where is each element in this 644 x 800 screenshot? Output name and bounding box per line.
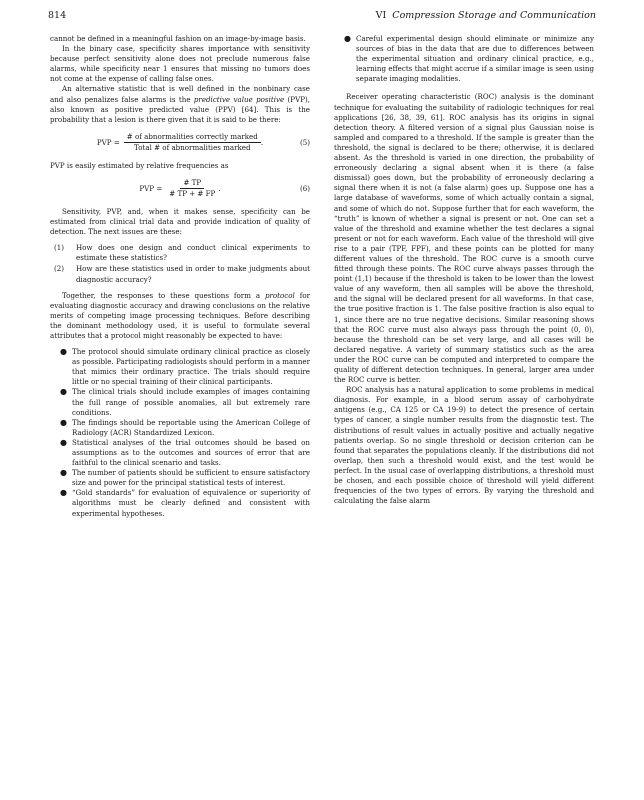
bullet-icon: ● [60,437,67,447]
equation-period: . [260,137,264,147]
term-emphasis: predictive value positive [193,94,285,104]
list-item [50,264,310,284]
paragraph: ROC analysis has a natural application to some problems in medical diagnosis. For example, in a blood serum assay of carbohydrate antigens (e.g., CA 125 or CA 19-9) to detect the presence of certain types of cancer, a single number results from the diagnostic test. The distributions of result values in actually positive and actually negative patients overlap. So no single threshold or decision criterion can be found that separates the populations cleanly. If the distributions did not overlap, then such a threshold would exist, and the test would be perfect. In the usual case of overlapping distributions, a threshold must be chosen, and each possible choice of threshold will yield different frequencies of the two types of errors. By varying the threshold and calculating the false alarm [334,385,594,506]
item-number: (1) [54,243,65,253]
equation-number: (6) [299,183,310,193]
bullet-icon: ● [60,417,67,427]
left-column [50,34,310,523]
item-text: The protocol should simulate ordinary clinical practice as closely as possible. Participating radiologists should perform in a manner that mimics their ordinary practice. The trials should require little or no special training of their clinical participants. [72,347,310,387]
bullet-icon: ● [60,488,67,498]
equation-6 [50,176,310,202]
item-text: “Gold standards” for evaluation of equivalence or superiority of algorithms must be clearly defined and consistent with experimental hypotheses. [72,488,310,518]
item-text: The findings should be reportable using the American College of Radiology (ACR) Standardized Lexicon. [72,417,310,437]
list-item [50,243,310,263]
paragraph: Receiver operating characteristic (ROC) analysis is the dominant technique for evaluating the suitability of radiologic techniques for real applications [26, 38, 39, 61]. ROC analysis has its origins in signal detection theory. A filtered version of a signal plus Gaussian noise is sampled and compared to a threshold. If the sample is greater than the threshold, the signal is declared to be there; otherwise, it is declared absent. As the threshold is varied in one direction, the probability of erroneously declaring a signal absent when it is there (a false dismissal) goes down, but the probability of erroneously declaring a signal there when it is not (a false alarm) goes up. Suppose one has a large database of waveforms, some of which actually contain a signal, and some of which do not. Suppose further that for each waveform, the “truth” is known of whether a signal is present or not. One can set a value of the threshold and examine whether the test declares a signal present or not for each waveform. Each value of the threshold will give rise to a pair (TPF, FPF), and these points can be plotted for many different values of the threshold. The ROC curve is a smooth curve fitted through these points. The ROC curve always passes through the point (1,1) because if the threshold is taken to be lower than the lowest value of any waveform, then all samples will be above the threshold, and the signal will be declared present for all waveforms. In that case, the true positive fraction is 1. The false positive fraction is also equal to 1, since there are no true negative decisions. Similar reasoning shows that the ROC curve must also always pass through the point (0, 0), because the threshold can be set very large, and all cases will be declared negative. A variety of summary statistics such as the area under the ROC curve can be computed and interpreted to compare the quality of different detection techniques. In general, larger area under the ROC curve is better. [334,92,594,385]
running-header [376,10,596,21]
page-number: 814 [48,10,67,21]
text-run: Together, the responses to these questions form a [62,290,265,300]
item-text: How does one design and conduct clinical experiments to estimate these statistics? [76,243,310,263]
item-text: The number of patients should be sufficient to ensure satisfactory size and power for the principal statistical tests of interest. [72,468,310,488]
item-text: Statistical analyses of the trial outcomes should be based on assumptions as to the outcomes and sources of error that are faithful to the clinical scenario and tasks. [72,437,310,468]
denominator: # TP + # FP [169,189,216,199]
numerator: # of abnormalities correctly marked [124,132,261,143]
term-emphasis: protocol [264,290,295,300]
bullet-icon: ● [60,347,67,357]
paragraph [50,84,310,124]
paragraph [50,291,310,341]
paragraph: In the binary case, specificity shares importance with sensitivity because perfect sensitivity alone does not preclude numerous false alarms, while specificity near 1 ensures that missing no tumors does not come at the expense of calling false ones. [50,44,310,84]
text-run: (PVP), also known as positive predicted value (PPV) [64]. This is the probability that a lesion is there given that it is said to be there: [50,94,310,124]
list-item [50,387,310,417]
paragraph: cannot be defined in a meaningful fashion on an image-by-image basis. [50,34,306,43]
equation-lhs: PVP = [139,183,163,193]
list-item [50,468,310,488]
denominator: Total # of abnormalities marked [134,143,251,153]
right-column [334,34,594,506]
item-text: How are these statistics used in order to make judgments about diagnostic accuracy? [76,264,310,284]
list-item [50,488,310,518]
numerator: # TP [180,178,204,189]
item-text: Careful experimental design should eliminate or minimize any sources of bias in the data that are due to differences between the experimental situation and ordinary clinical practice, e.g., learning effects that might accrue if a similar image is seen using separate imaging modalities. [356,34,594,84]
fraction [124,132,264,153]
list-item [50,438,310,468]
section-number: VI [375,10,387,21]
section-title: Compression Storage and Communication [392,10,596,21]
list-item [50,418,310,438]
bullet-icon: ● [344,34,351,43]
paragraph: PVP is easily estimated by relative frequencies as [50,160,229,170]
paragraph: Sensitivity, PVP, and, when it makes sense, specificity can be estimated from clinical trial data and provide indication of quality of detection. The next issues are these: [50,206,310,237]
fraction [166,178,221,199]
equation-number: (5) [299,137,310,147]
text-run: An alternative statistic that is well defined in the nonbinary case and also penalizes false alarms is the [50,84,310,104]
item-text: The clinical trials should include examples of images containing the full range of possible anomalies, all but extremely rare conditions. [72,387,310,417]
text-run: for evaluating diagnostic accuracy and drawing conclusions on the relative merits of competing image processing techniques. Before describing the dominant methodology used, it is useful to formulate several attributes that a protocol might reasonably be expected to have: [50,290,311,340]
attribute-list [50,347,310,519]
list-item [334,34,594,84]
attribute-list-continued [334,34,594,84]
bullet-icon: ● [60,468,67,478]
equation-period: . [218,183,221,193]
list-item [50,347,310,387]
equation-5 [50,130,310,156]
question-list [50,243,310,284]
bullet-icon: ● [60,387,67,397]
item-number: (2) [54,264,65,274]
equation-lhs: PVP = [96,137,120,147]
